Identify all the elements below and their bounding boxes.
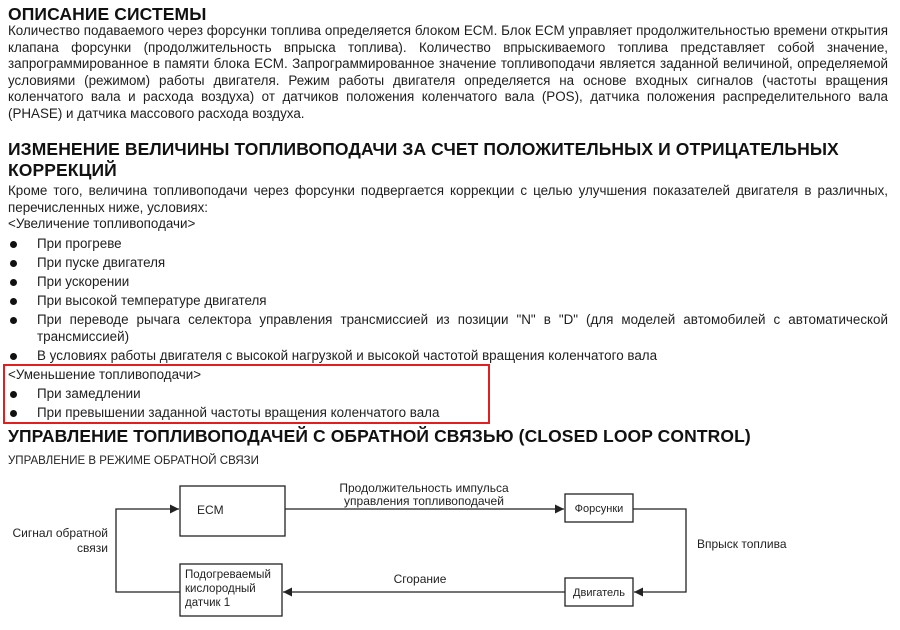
- section-title-corrections-line1: ИЗМЕНЕНИЕ ВЕЛИЧИНЫ ТОПЛИВОПОДАЧИ ЗА СЧЕТ ПОЛОЖИТЕЛЬНЫХ И ОТРИЦАТЕЛЬНЫХ: [8, 139, 839, 159]
- system-description-paragraph: Количество подаваемого через форсунки топлива определяется блоком ECM. Блок ECM управляет продолжительностью времени открытия клапана форсунки (продолжительность впрыска топлива). Количество впрыскиваемого топлива представляет собой значение, запрограммированное в памяти блока ECM. Запрограммированное значение топливоподачи является заданной величиной, определяемой условиями (режимом) работы двигателя. Режим работы двигателя определяется на основе входных сигналов (частоты вращения коленчатого вала и расхода воздуха) от датчиков положения коленчатого вала (POS), датчика положения распределительного вала (PHASE) и датчика массового расхода воздуха.: [8, 23, 888, 121]
- increase-heading: <Увеличение топливоподачи>: [8, 216, 196, 231]
- sensor-label-line3: датчик 1: [185, 597, 231, 609]
- section-title-system-description: ОПИСАНИЕ СИСТЕМЫ: [8, 4, 207, 24]
- list-item-text: При превышении заданной частоты вращения коленчатого вала: [37, 405, 440, 420]
- list-item-text: В условиях работы двигателя с высокой нагрузкой и высокой частотой вращения коленчатого вала: [37, 348, 658, 363]
- list-item-text: При прогреве: [37, 236, 122, 251]
- sensor-label-line2: кислородный: [185, 583, 256, 595]
- sensor-label-line1: Подогреваемый: [185, 569, 271, 581]
- ecm-box: [180, 486, 285, 536]
- list-item-text: При пуске двигателя: [37, 255, 166, 270]
- feedback-label-line2: связи: [77, 541, 108, 555]
- feedback-arrow: [116, 509, 180, 592]
- pulse-label-line1: Продолжительность импульса: [339, 481, 509, 495]
- diagram-subtitle: УПРАВЛЕНИЕ В РЕЖИМЕ ОБРАТНОЙ СВЯЗИ: [8, 455, 259, 467]
- section-title-corrections-line2: КОРРЕКЦИЙ: [8, 160, 117, 180]
- engine-label: Двигатель: [573, 587, 625, 599]
- section-title-closed-loop: УПРАВЛЕНИЕ ТОПЛИВОПОДАЧЕЙ С ОБРАТНОЙ СВЯЗЬЮ (CLOSED LOOP CONTROL): [8, 426, 751, 446]
- injection-label: Впрыск топлива: [697, 537, 787, 551]
- injectors-label: Форсунки: [574, 503, 624, 515]
- list-item-text: При ускорении: [37, 274, 130, 289]
- list-item-text: При высокой температуре двигателя: [37, 293, 267, 308]
- combustion-label: Сгорание: [393, 572, 447, 586]
- ecm-label: ECM: [197, 503, 224, 517]
- feedback-label-line1: Сигнал обратной: [12, 526, 108, 540]
- corrections-intro-paragraph: Кроме того, величина топливоподачи через форсунки подвергается коррекции с целью улучшения показателей двигателя в различных, перечисленных ниже, условиях:: [8, 183, 888, 215]
- decrease-heading: <Уменьшение топливоподачи>: [8, 367, 202, 382]
- injection-arrow: [633, 509, 686, 592]
- list-item-text: При переводе рычага селектора управления трансмиссией из позиции "N" в "D" (для моделей автомобилей с автоматической трансмиссией): [37, 312, 888, 344]
- pulse-label-line2: управления топливоподачей: [344, 494, 504, 508]
- list-item-text: При замедлении: [37, 386, 141, 401]
